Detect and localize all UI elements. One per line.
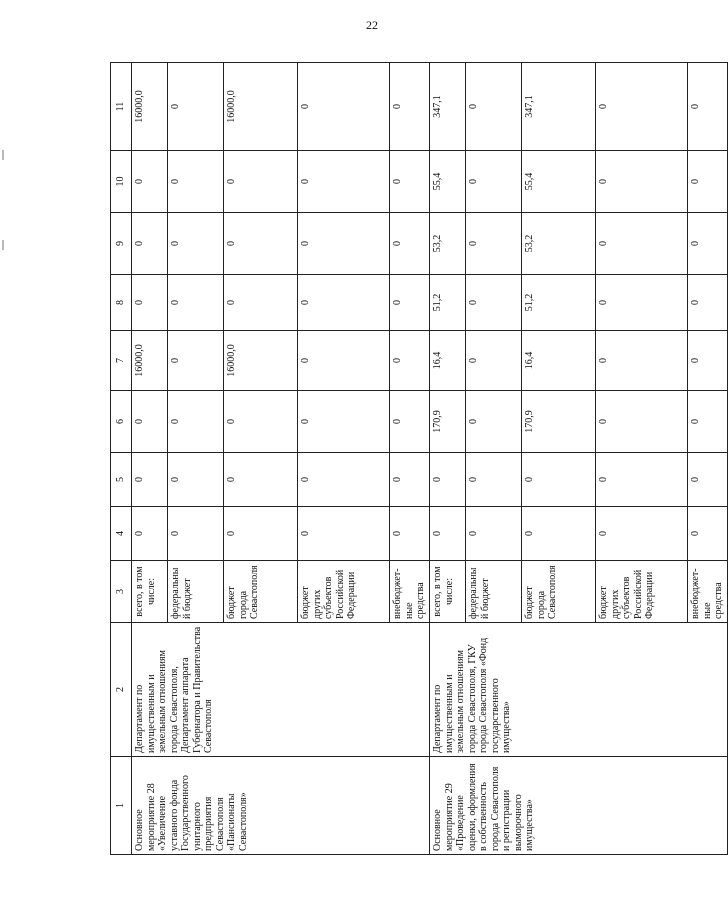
value-cell: 0 xyxy=(168,151,224,213)
value-cell: 0 xyxy=(466,331,522,391)
value-cell: 16000,0 xyxy=(132,63,168,151)
value-cell: 0 xyxy=(168,213,224,275)
value-cell: 0 xyxy=(466,213,522,275)
value-cell: 0 xyxy=(596,275,688,331)
value-cell: 51,2 xyxy=(522,275,596,331)
value-cell: 170,9 xyxy=(430,391,466,453)
value-cell: 0 xyxy=(596,331,688,391)
value-cell: 16,4 xyxy=(430,331,466,391)
column-number-cell: 2 xyxy=(111,623,132,757)
value-cell: 0 xyxy=(430,453,466,507)
value-cell: 0 xyxy=(466,63,522,151)
value-cell: 0 xyxy=(688,331,728,391)
value-cell: 0 xyxy=(132,453,168,507)
value-cell: 0 xyxy=(132,391,168,453)
value-cell: 0 xyxy=(390,507,430,561)
value-cell: 0 xyxy=(522,507,596,561)
value-cell: 0 xyxy=(298,507,390,561)
value-cell: 0 xyxy=(390,213,430,275)
value-cell: 0 xyxy=(390,63,430,151)
value-cell: 0 xyxy=(688,453,728,507)
value-cell: 0 xyxy=(596,453,688,507)
measure-name-cell: Основное мероприятие 28 «Увеличение уставного фонда Государственного унитарного предприятия Севастополя «Пансионаты Севастополя» xyxy=(132,757,430,855)
value-cell: 0 xyxy=(390,391,430,453)
value-cell: 0 xyxy=(168,453,224,507)
value-cell: 51,2 xyxy=(430,275,466,331)
column-number-cell: 11 xyxy=(111,63,132,151)
value-cell: 0 xyxy=(688,63,728,151)
value-cell: 347,1 xyxy=(522,63,596,151)
value-cell: 0 xyxy=(596,213,688,275)
value-cell: 0 xyxy=(132,275,168,331)
value-cell: 0 xyxy=(224,151,298,213)
value-cell: 0 xyxy=(298,391,390,453)
funding-source-cell: федеральный бюджет xyxy=(466,561,522,623)
value-cell: 0 xyxy=(596,391,688,453)
value-cell: 0 xyxy=(596,507,688,561)
value-cell: 0 xyxy=(224,391,298,453)
value-cell: 55,4 xyxy=(522,151,596,213)
value-cell: 0 xyxy=(168,63,224,151)
column-number-cell: 7 xyxy=(111,331,132,391)
value-cell: 0 xyxy=(390,331,430,391)
value-cell: 0 xyxy=(298,151,390,213)
value-cell: 16000,0 xyxy=(224,331,298,391)
column-number-row xyxy=(111,63,132,855)
column-number-cell: 10 xyxy=(111,151,132,213)
column-number-cell: 1 xyxy=(111,757,132,855)
value-cell: 0 xyxy=(688,275,728,331)
scan-edge-mark xyxy=(2,240,4,250)
value-cell: 16000,0 xyxy=(224,63,298,151)
value-cell: 16000,0 xyxy=(132,331,168,391)
value-cell: 0 xyxy=(298,213,390,275)
value-cell: 0 xyxy=(466,453,522,507)
value-cell: 0 xyxy=(298,275,390,331)
value-cell: 0 xyxy=(390,453,430,507)
value-cell: 0 xyxy=(168,275,224,331)
executors-cell: Департамент по имущественным и земельным отношениям города Севастополя, Департамент аппарата Губернатора и Правительства Севастополя xyxy=(132,623,430,757)
value-cell: 0 xyxy=(132,213,168,275)
budget-table xyxy=(110,62,728,855)
value-cell: 0 xyxy=(224,275,298,331)
executors-cell: Департамент по имущественным и земельным отношениям города Севастополя, ГКУ города Севастополя «Фонд государственного имущества» xyxy=(430,623,728,757)
value-cell: 347,1 xyxy=(430,63,466,151)
value-cell: 0 xyxy=(522,453,596,507)
column-number-cell: 4 xyxy=(111,507,132,561)
value-cell: 0 xyxy=(224,507,298,561)
column-number-cell: 8 xyxy=(111,275,132,331)
page-number: 22 xyxy=(366,18,378,32)
value-cell: 0 xyxy=(298,63,390,151)
value-cell: 0 xyxy=(224,213,298,275)
table-row xyxy=(132,63,168,855)
value-cell: 0 xyxy=(596,63,688,151)
value-cell: 0 xyxy=(132,507,168,561)
value-cell: 53,2 xyxy=(430,213,466,275)
value-cell: 0 xyxy=(132,151,168,213)
measure-name-cell: Основное мероприятие 29 «Проведение оценки, оформления в собственность города Севастополя и регистрации выморочного имущества» xyxy=(430,757,728,855)
funding-source-cell: бюджет города Севастополя xyxy=(224,561,298,623)
value-cell: 170,9 xyxy=(522,391,596,453)
funding-source-cell: бюджет других субъектов Российской Федерации xyxy=(596,561,688,623)
column-number-cell: 5 xyxy=(111,453,132,507)
value-cell: 0 xyxy=(688,151,728,213)
scan-edge-mark xyxy=(2,150,4,160)
column-number-cell: 6 xyxy=(111,391,132,453)
value-cell: 0 xyxy=(466,391,522,453)
rotated-table-wrapper xyxy=(110,63,724,855)
value-cell: 0 xyxy=(466,275,522,331)
value-cell: 0 xyxy=(466,151,522,213)
value-cell: 0 xyxy=(430,507,466,561)
funding-source-cell: внебюджет-ные средства xyxy=(390,561,430,623)
value-cell: 0 xyxy=(390,275,430,331)
funding-source-cell: федеральный бюджет xyxy=(168,561,224,623)
column-number-cell: 3 xyxy=(111,561,132,623)
value-cell: 0 xyxy=(168,391,224,453)
funding-source-cell: бюджет города Севастополя xyxy=(522,561,596,623)
column-number-cell: 9 xyxy=(111,213,132,275)
funding-source-cell: всего, в том числе: xyxy=(132,561,168,623)
value-cell: 53,2 xyxy=(522,213,596,275)
value-cell: 0 xyxy=(168,507,224,561)
value-cell: 0 xyxy=(224,453,298,507)
value-cell: 0 xyxy=(688,507,728,561)
funding-source-cell: бюджет других субъектов Российской Федерации xyxy=(298,561,390,623)
value-cell: 0 xyxy=(688,391,728,453)
table-row xyxy=(430,63,466,855)
value-cell: 16,4 xyxy=(522,331,596,391)
value-cell: 0 xyxy=(298,331,390,391)
value-cell: 55,4 xyxy=(430,151,466,213)
funding-source-cell: всего, в том числе: xyxy=(430,561,466,623)
funding-source-cell: внебюджет-ные средства xyxy=(688,561,728,623)
value-cell: 0 xyxy=(596,151,688,213)
value-cell: 0 xyxy=(466,507,522,561)
value-cell: 0 xyxy=(688,213,728,275)
value-cell: 0 xyxy=(298,453,390,507)
value-cell: 0 xyxy=(390,151,430,213)
value-cell: 0 xyxy=(168,331,224,391)
